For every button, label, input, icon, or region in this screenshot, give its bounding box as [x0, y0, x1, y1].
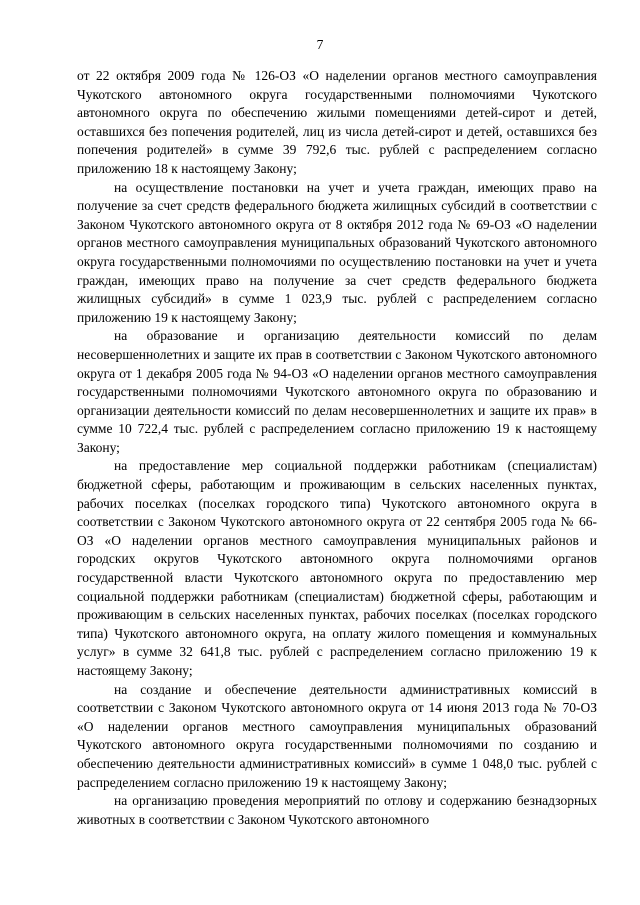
page-number: 7: [316, 37, 324, 52]
paragraph-1: от 22 октября 2009 года № 126-ОЗ «О наделении органов местного самоуправления Чукотского автономного округа государственными полномочиями Чукотского автономного округа по обеспечению жилыми помещениями детей-сирот и детей, оставшихся без попечения родителей, лиц из числа детей-сирот и детей, оставшихся без попечения родителей» в сумме 39 792,6 тыс. рублей с распределением согласно приложению 18 к настоящему Закону;: [77, 68, 597, 176]
paragraph-5: на создание и обеспечение деятельности административных комиссий в соответствии с Законом Чукотского автономного округа от 14 июня 2013 года № 70-ОЗ «О наделении органов местного самоуправления муниципальных образований Чукотского автономного округа государственными полномочиями по созданию и обеспечению деятельности административных комиссий» в сумме 1 048,0 тыс. рублей с распределением согласно приложению 19 к настоящему Закону;: [77, 681, 597, 790]
paragraph-6: на организацию проведения мероприятий по отлову и содержанию безнадзорных животных в соответствии с Законом Чукотского автономного: [77, 793, 597, 827]
paragraph-4: на предоставление мер социальной поддержки работникам (специалистам) бюджетной сферы, работающим и проживающим в сельских населенных пунктах, рабочих поселках (поселках городского типа) Чукотского автономного округа в соответствии с Законом Чукотского автономного округа от 22 сентября 2005 года № 66-ОЗ «О наделении органов местного самоуправления муниципальных районов и городских округов Чукотского автономного округа полномочиями органов государственной власти Чукотского автономного округа по предоставлению мер социальной поддержки работникам (специалистам) бюджетной сферы, работающим и проживающим в сельских населенных пунктах, рабочих поселках (поселках городского типа) Чукотского автономного округа, на оплату жилого помещения и коммунальных услуг» в сумме 32 641,8 тыс. рублей с распределением согласно приложению 19 к настоящему Закону;: [77, 458, 597, 678]
paragraph-3: на образование и организацию деятельности комиссий по делам несовершеннолетних и защите их прав в соответствии с Законом Чукотского автономного округа от 1 декабря 2005 года № 94-ОЗ «О наделении органов местного самоуправления государственными полномочиями Чукотского автономного округа по образованию и организации деятельности комиссий по делам несовершеннолетних и защите их прав» в сумме 10 722,4 тыс. рублей с распределением согласно приложению 19 к настоящему Закону;: [77, 328, 597, 455]
paragraph-2: на осуществление постановки на учет и учета граждан, имеющих право на получение за счет средств федерального бюджета жилищных субсидий в соответствии с Законом Чукотского автономного округа от 8 октября 2012 года № 69-ОЗ «О наделении органов местного самоуправления муниципальных образований Чукотского автономного округа государственными полномочиями по осуществлению постановки на учет и учета граждан, имеющих право на получение за счет средств федерального бюджета жилищных субсидий» в сумме 1 023,9 тыс. рублей с распределением согласно приложению 19 к настоящему Закону;: [77, 179, 597, 325]
document-body: [77, 67, 597, 829]
